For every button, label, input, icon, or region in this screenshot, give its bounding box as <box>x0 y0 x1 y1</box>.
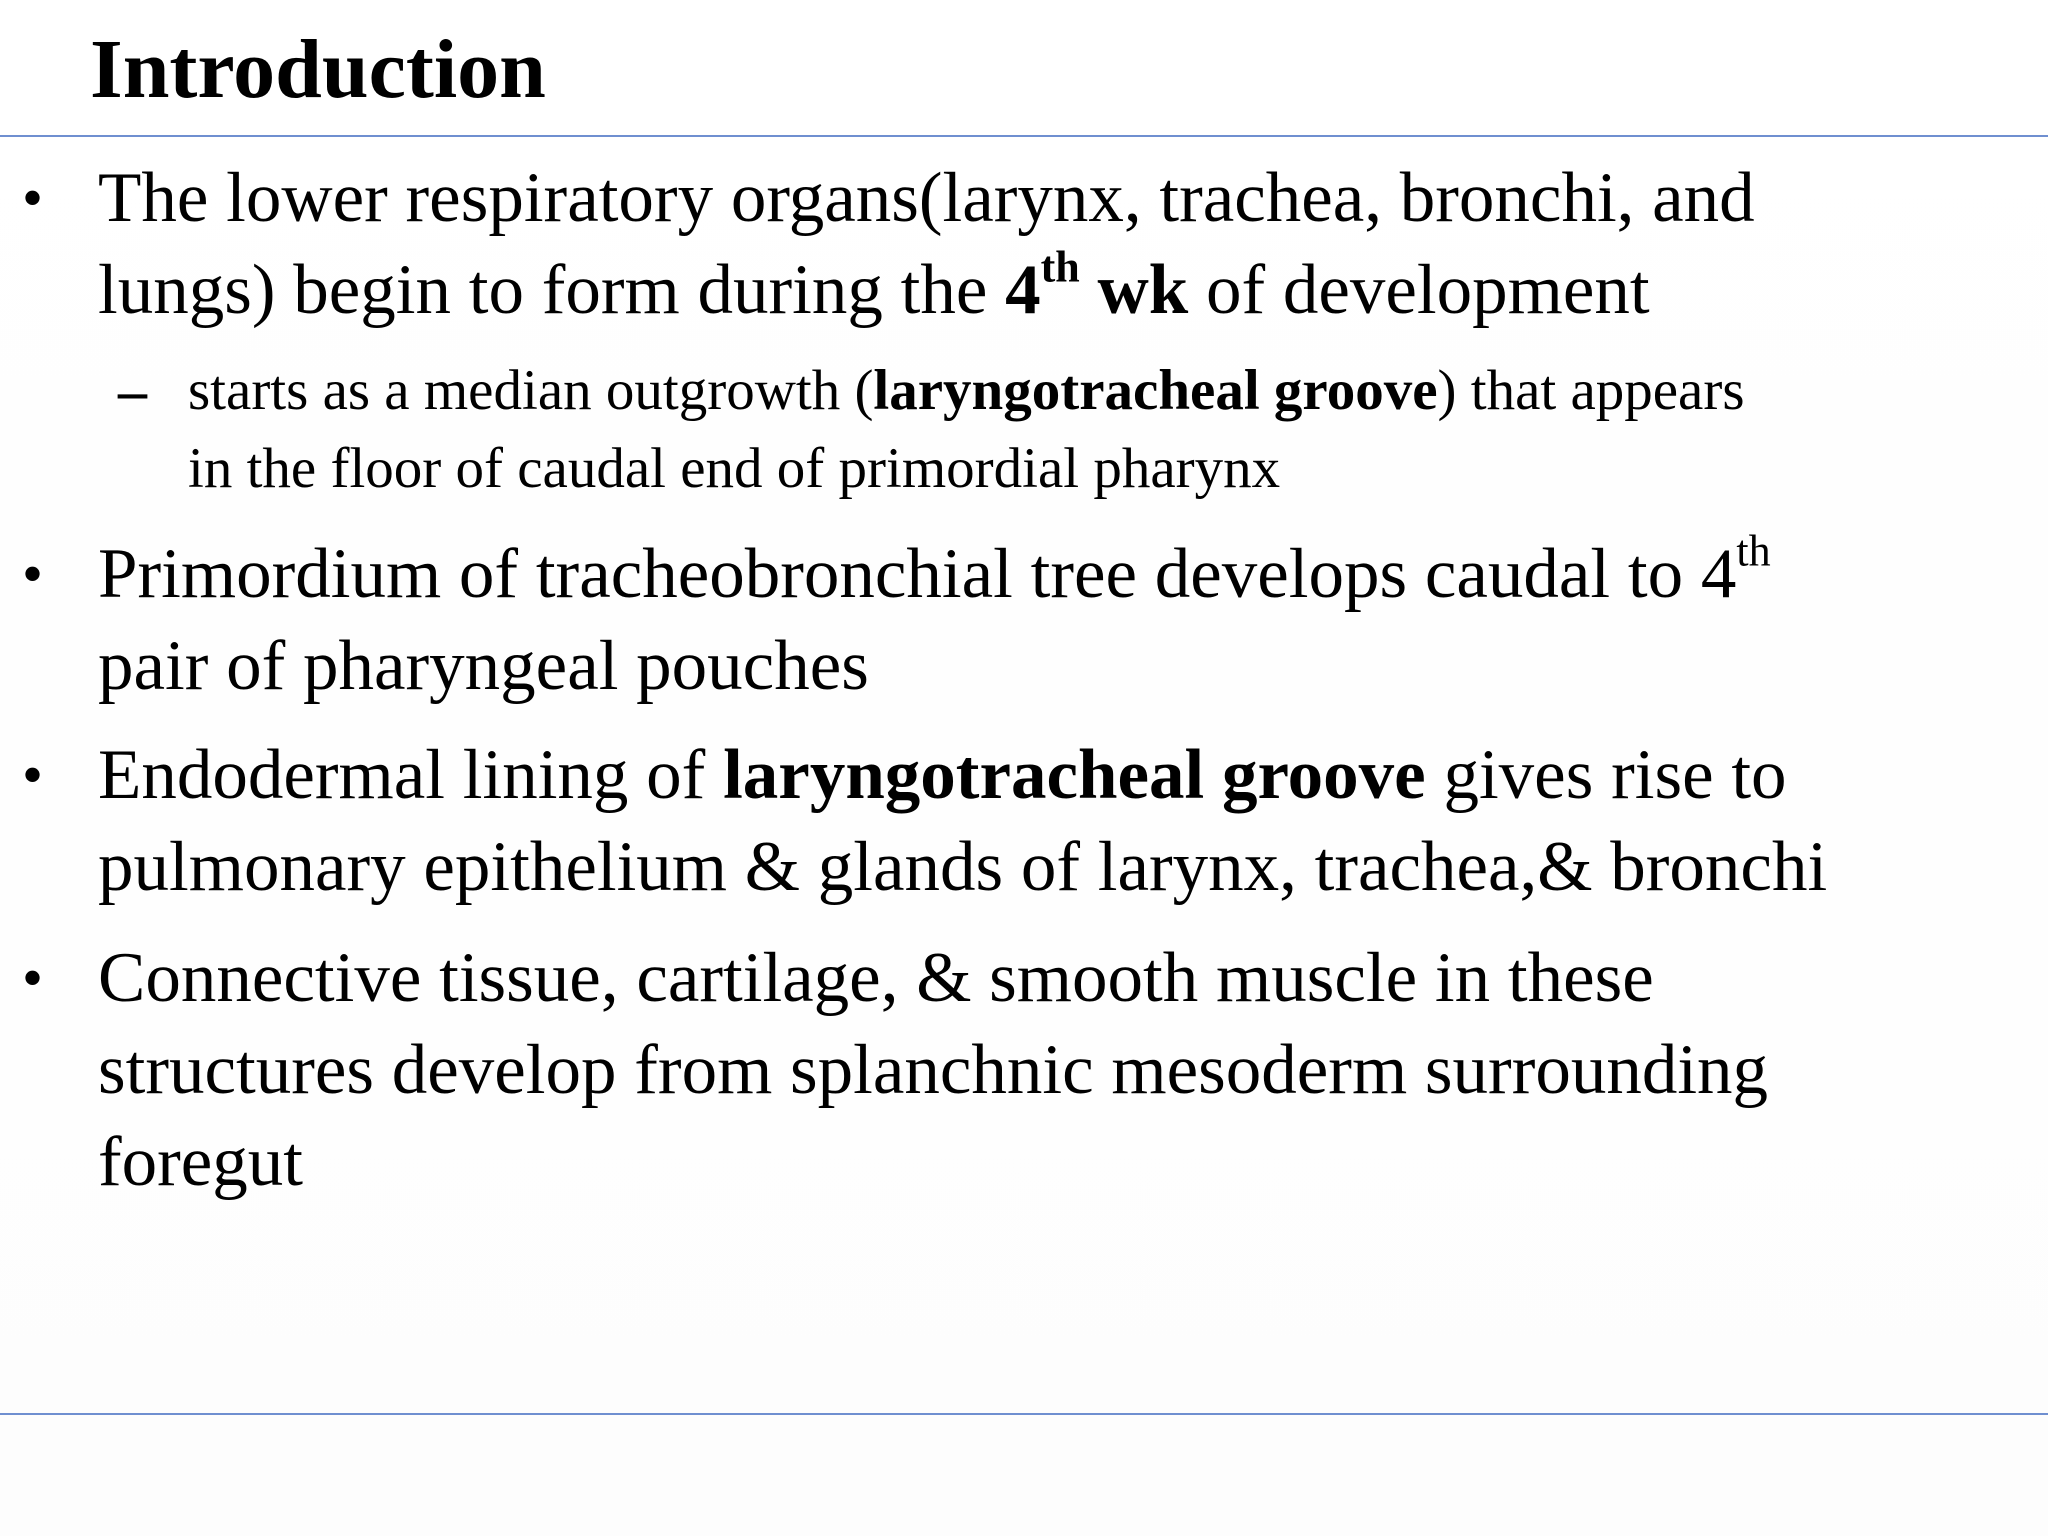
emphasis-term: laryngotracheal groove <box>873 359 1438 422</box>
bullet-line <box>98 528 2018 620</box>
superscript: th <box>1736 526 1771 576</box>
emphasis-term: laryngotracheal groove <box>723 736 1426 814</box>
sub-bullet-text <box>188 352 2008 508</box>
sub-bullet-line: in the floor of caudal end of primordial pharynx <box>188 437 1281 500</box>
bullet-line: foregut <box>98 1123 304 1201</box>
bullet-text <box>98 152 2018 336</box>
dash-marker: – <box>118 358 147 423</box>
bullet-text <box>98 729 2018 913</box>
text-run: starts as a median outgrowth ( <box>188 359 874 422</box>
bullet-text <box>98 528 2018 712</box>
bullet-line: structures develop from splanchnic mesoderm surrounding <box>98 1031 1769 1109</box>
text-run: of development <box>1188 251 1650 329</box>
text-run: gives rise to <box>1425 736 1787 814</box>
text-run: 4 <box>1005 251 1041 329</box>
bullet-line: pair of pharyngeal pouches <box>98 627 869 705</box>
emphasis-week <box>1005 242 1189 329</box>
text-run: Endodermal lining of <box>98 736 724 814</box>
bullet-line <box>98 244 2018 336</box>
text-run: Primordium of tracheobronchial tree develops caudal to 4 <box>98 535 1737 613</box>
text-run: lungs) begin to form during the <box>98 251 1006 329</box>
bullet-line: pulmonary epithelium & glands of larynx, trachea,& bronchi <box>98 828 1828 906</box>
text-run: ) that appears <box>1437 359 1745 422</box>
bullet-marker: • <box>22 165 44 231</box>
sub-bullet-line <box>188 352 2008 430</box>
slide-title: Introduction <box>90 23 546 116</box>
superscript: th <box>1040 242 1080 292</box>
title-divider <box>0 135 2048 137</box>
bullet-line <box>98 729 2018 821</box>
bullet-line: Connective tissue, cartilage, & smooth muscle in these <box>98 939 1654 1017</box>
bullet-marker: • <box>22 541 44 607</box>
bullet-text <box>98 932 2018 1208</box>
footer-divider <box>0 1413 2048 1415</box>
text-run: wk <box>1079 251 1189 329</box>
bullet-marker: • <box>22 742 44 808</box>
bullet-marker: • <box>22 945 44 1011</box>
bullet-line: The lower respiratory organs(larynx, trachea, bronchi, and <box>98 159 1755 237</box>
